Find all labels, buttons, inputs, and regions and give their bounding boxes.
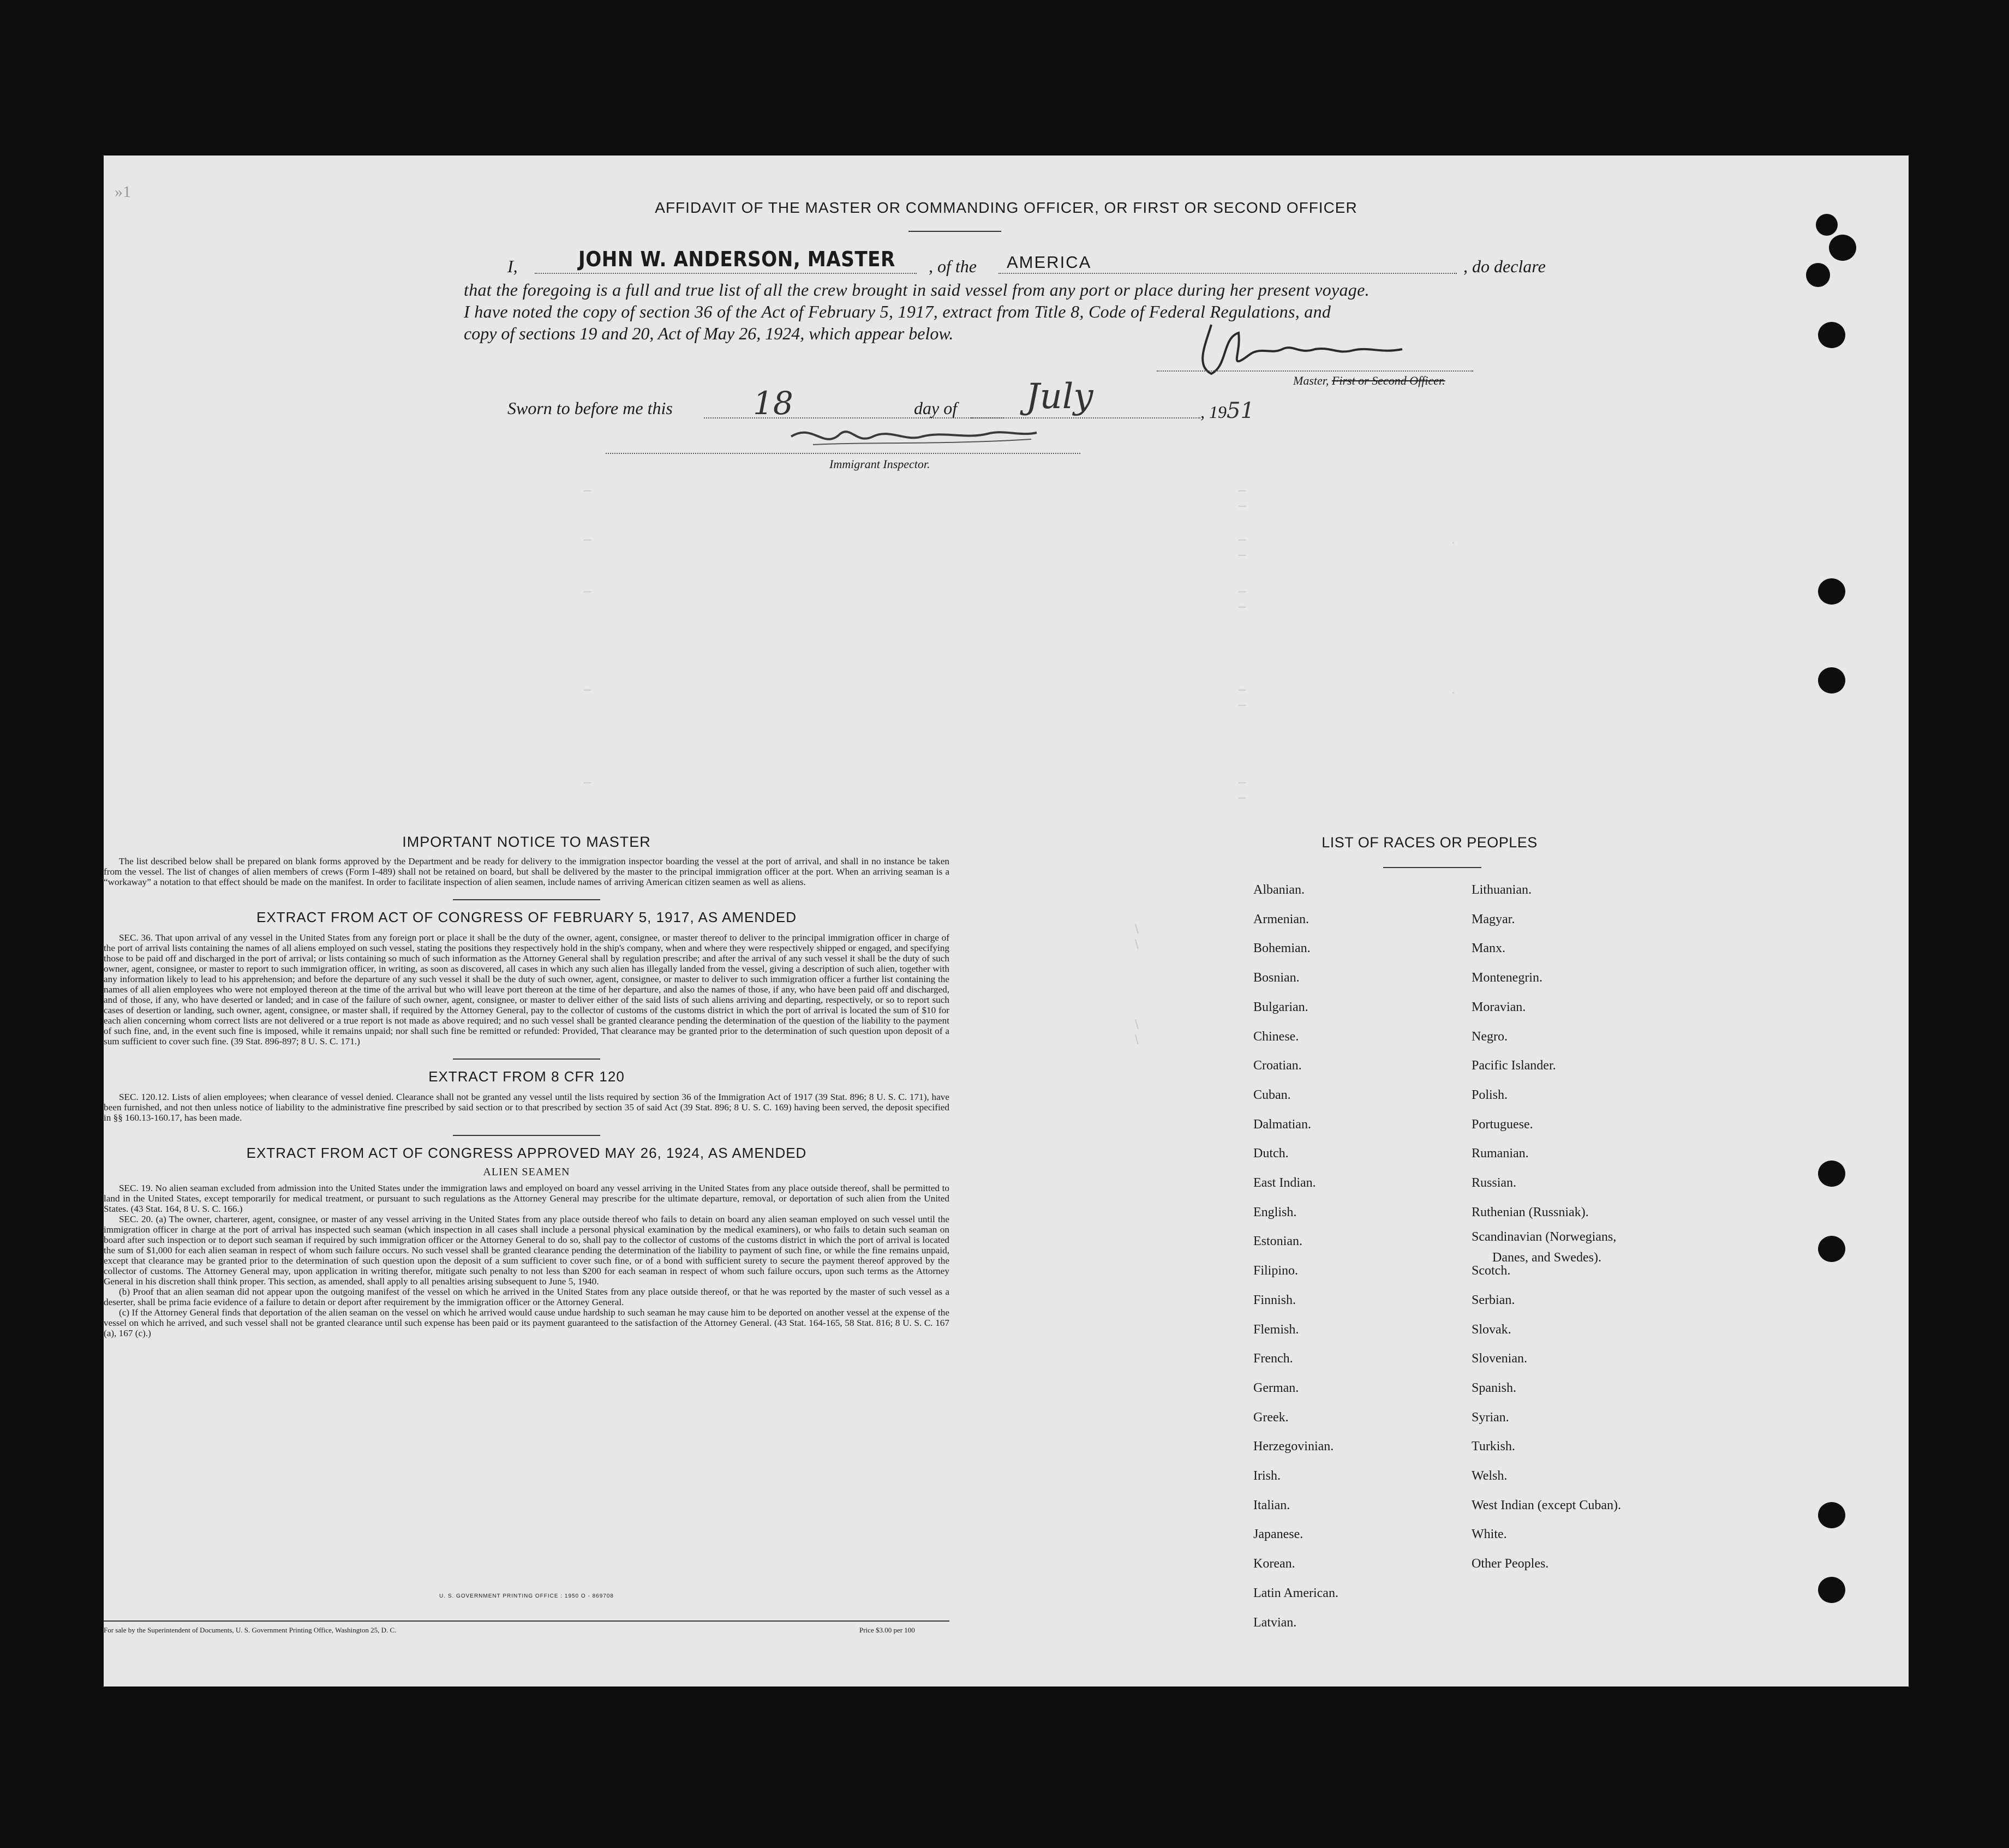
extract-1924-heading: EXTRACT FROM ACT OF CONGRESS APPROVED MAY 26, 1924, AS AMENDED <box>246 1145 807 1161</box>
extract-cfr-text: SEC. 120.12. Lists of alien employees; when clearance of vessel denied. Clearance shall not be granted any vessel until the lists required by section 36 of the Immigration Act of 1917 (39 Stat. 896; 8 U. S. C. 171), have been furnished, and not then unless notice of liability to the administrative fine prescribed by said section or to that prescribed by section 35 of said Act (39 Stat. 896; 8 U. S. C. 169) having been served, the deposit specified in §§ 160.13-160.17, has been made. <box>104 1092 949 1123</box>
race-item: German. <box>1253 1380 1299 1395</box>
declaration-line-3: I have noted the copy of section 36 of the Act of February 5, 1917, extract from Title 8, Code of Federal Regulations, and <box>464 302 1331 321</box>
race-item: Korean. <box>1253 1557 1295 1571</box>
races-rule <box>1383 867 1481 868</box>
race-item: Slovak. <box>1472 1322 1511 1337</box>
gpo-imprint: U. S. GOVERNMENT PRINTING OFFICE : 1950 O - 869708 <box>439 1593 614 1599</box>
binder-hole <box>1818 1236 1845 1262</box>
race-item: Greek. <box>1253 1410 1289 1425</box>
ghost-mark: – – <box>1239 682 1246 712</box>
extract-1924-sec20c: (c) If the Attorney General finds that deportation of the alien seaman on the vessel on which he arrived would cause undue hardship to such seaman he may cause him to be deported on another vessel at the expense of the vessel on which he arrived, and such vessel shall not be granted clearance until such expense has been paid or its payment guaranteed to the satisfaction of the Attorney General. (43 Stat. 164-165, 58 Stat. 816; 8 U. S. C. 167 (a), 167 (c).) <box>104 1307 949 1338</box>
extract-1924-sec20a: SEC. 20. (a) The owner, charterer, agent, consignee, or master of any vessel arriving in the United States from any place outside thereof who fails to detain on board any alien seaman employed on such vessel until the immigration officer in charge at the port of arrival has inspected such seaman (which inspection in all cases shall include a personal physical examination by the medical examiners), or who fails to detain such seaman on board after such inspection or to deport such seaman if required by such immigration officer or the Attorney General to do so, shall pay to the collector of customs of the customs district in which the port of arrival is located the sum of $1,000 for each alien seaman in respect of whom such failure occurs. No such vessel shall be granted clearance pending the determination of the liability to payment of such fine, or while the fine remains unpaid, except that clearance may be granted prior to the determination of such question upon the deposit of a sum sufficient to cover such fine, or of a bond with sufficient surety to secure the payment thereof approved by the collector of customs. The Attorney General may, upon application in writing therefor, mitigate such penalty to not less than $200 for each seaman in respect of whom such failure occurs, upon such terms as the Attorney General in his discretion shall think proper. This section, as amended, shall apply to all penalties arising subsequent to June 5, 1940. <box>104 1214 949 1287</box>
sworn-year-value: 51 <box>1227 398 1254 423</box>
affidavit-title: AFFIDAVIT OF THE MASTER OR COMMANDING OFFICER, OR FIRST OR SECOND OFFICER <box>655 199 1358 216</box>
race-item: Portuguese. <box>1472 1117 1533 1132</box>
race-item: White. <box>1472 1527 1507 1542</box>
footer-sale-notice: For sale by the Superintendent of Documents, U. S. Government Printing Office, Washington 25, D. C. <box>104 1626 397 1634</box>
race-item: Montenegrin. <box>1472 971 1542 985</box>
race-item: Lithuanian. <box>1472 883 1532 897</box>
ghost-mark: – – <box>1239 775 1246 805</box>
race-item: East Indian. <box>1253 1176 1316 1190</box>
race-item: Cuban. <box>1253 1087 1291 1102</box>
extract-1917-heading: EXTRACT FROM ACT OF CONGRESS OF FEBRUARY 5, 1917, AS AMENDED <box>256 909 797 925</box>
binder-hole <box>1818 1161 1845 1187</box>
binder-hole <box>1818 667 1845 693</box>
race-item: Estonian. <box>1253 1234 1302 1249</box>
race-item: Irish. <box>1253 1469 1281 1483</box>
race-item: Other Peoples. <box>1472 1557 1549 1571</box>
race-item: Latin American. <box>1253 1586 1338 1600</box>
ghost-mark: – – <box>1239 483 1246 513</box>
declaration-line-4: copy of sections 19 and 20, Act of May 26, 1924, which appear below. <box>464 324 954 343</box>
ghost-mark: . <box>1451 532 1455 547</box>
race-item: Latvian. <box>1253 1615 1297 1630</box>
extract-cfr-rule <box>453 1135 600 1136</box>
sworn-year-label <box>1200 398 1254 423</box>
race-item: Ruthenian (Russniak). <box>1472 1205 1589 1219</box>
race-item: Flemish. <box>1253 1322 1299 1337</box>
race-item: Bosnian. <box>1253 971 1300 985</box>
race-item: Bohemian. <box>1253 941 1311 956</box>
do-declare-label: , do declare <box>1463 256 1546 276</box>
ghost-mark: – – <box>1239 532 1246 562</box>
race-item: Syrian. <box>1472 1410 1509 1425</box>
race-item: Filipino. <box>1253 1264 1299 1278</box>
inspector-signature <box>780 417 1042 456</box>
race-item: Armenian. <box>1253 912 1309 926</box>
extract-1917-text: SEC. 36. That upon arrival of any vessel in the United States from any foreign port or place it shall be the duty of the owner, agent, consignee, or master thereof to deliver to the principal immigration officer in charge of the port of arrival lists containing the names of all aliens employed on such vessel, stating the positions they respectively hold in the ship's company, when and where they were respectively shipped or engaged, and specifying those to be paid off and discharged in the port of arrival; or lists containing so much of such information as the Attorney General shall by regulation prescribe; and after the arrival of any such vessel it shall be the duty of such owner, agent, consignee, or master to report to such immigration officer, in writing, as soon as discovered, all cases in which any such alien has illegally landed from the vessel, giving a description of such alien, together with any information likely to lead to his apprehension; and before the departure of any such vessel it shall be the duty of such owner, agent, consignee, or master to deliver to such immigration officer a further list containing the names of all alien employees who were not employed thereon at the time of the arrival but who will leave port thereon at the time of her departure, and also the names of those, if any, who have been paid off and discharged, and of those, if any, who have deserted or landed; and in case of the failure of such owner, agent, consignee, or master to deliver either of the said lists of such aliens arriving and departing, respectively, or so to report such cases of desertion or landing, such owner, agent, consignee, or master shall, if required by the Attorney General, pay to the collector of customs of the customs district in which the port of arrival is located the sum of $10 for each alien concerning whom correct lists are not delivered or a true report is not made as above required; and no such vessel shall be granted clearance pending the determination of the question of the liability to the payment of such fine, and, in the event such fine is imposed, while it remains unpaid; nor shall such fine be remitted or refunded: Provided, That clearance may be granted prior to the determination of such question upon deposit of a sum sufficient to cover such fine. (39 Stat. 896-897; 8 U. S. C. 171.) <box>104 932 949 1046</box>
race-item: Albanian. <box>1253 883 1305 897</box>
signature-caption <box>1293 374 1445 388</box>
master-name-field: JOHN W. ANDERSON, MASTER <box>578 247 895 271</box>
race-item: Pacific Islander. <box>1472 1058 1556 1073</box>
race-item: French. <box>1253 1351 1293 1366</box>
race-item: Manx. <box>1472 941 1505 956</box>
binder-hole <box>1816 214 1838 236</box>
sworn-day-value: 18 <box>753 385 793 422</box>
notice-rule <box>453 899 600 900</box>
title-rule <box>908 231 1001 232</box>
race-item: Magyar. <box>1472 912 1515 926</box>
affidavit-sheet <box>104 156 1909 1686</box>
day-of-label: day of <box>914 398 958 418</box>
vessel-name-field: AMERICA <box>1007 253 1092 272</box>
footer-price: Price $3.00 per 100 <box>859 1626 915 1634</box>
ghost-mark: – <box>584 584 591 599</box>
race-item: Negro. <box>1472 1029 1508 1044</box>
extract-1924-sec20b: (b) Proof that an alien seaman did not appear upon the outgoing manifest of the vessel on which he arrived in the United States from any place outside thereof, or that he was reported by the master of such vessel as a deserter, shall be prima facie evidence of a failure to detain or deport after requirement by the immigration officer or the Attorney General. <box>104 1287 949 1307</box>
extract-cfr-heading: EXTRACT FROM 8 CFR 120 <box>428 1068 625 1085</box>
race-item: Dutch. <box>1253 1146 1289 1161</box>
race-item: Scandinavian (Norwegians, <box>1472 1230 1617 1245</box>
race-item: Turkish. <box>1472 1439 1515 1454</box>
race-item: Chinese. <box>1253 1029 1299 1044</box>
race-item: Japanese. <box>1253 1527 1304 1542</box>
race-item: Slovenian. <box>1472 1351 1527 1366</box>
sworn-month-value: July <box>1026 376 1093 417</box>
race-item: Bulgarian. <box>1253 1000 1308 1014</box>
ghost-mark: – <box>584 682 591 697</box>
notice-text: The list described below shall be prepared on blank forms approved by the Department and be ready for delivery to the immigration inspector boarding the vessel at the port of arrival, and shall in no instance be taken from the vessel. The list of changes of alien members of crews (Form I-489) shall not be retained on board, but shall be delivered by the master to the principal immigration officer at the port. When an arriving seaman is a “workaway” a notation to that effect should be made on the manifest. In order to facilitate inspection of alien seamen, include names of arriving American citizen seamen as well as aliens. <box>104 856 949 887</box>
declaration-line-2: that the foregoing is a full and true list of all the crew brought in said vessel from any port or place during her present voyage. <box>464 280 1370 300</box>
ghost-mark: – – <box>1239 584 1246 614</box>
binder-hole <box>1818 322 1845 348</box>
signature-caption-prefix: Master, <box>1293 374 1332 387</box>
sworn-lead: Sworn to before me this <box>507 398 673 418</box>
binder-hole <box>1818 578 1845 605</box>
notice-heading: IMPORTANT NOTICE TO MASTER <box>402 834 651 850</box>
inspector-caption: Immigrant Inspector. <box>829 457 930 471</box>
race-item: English. <box>1253 1205 1297 1219</box>
race-item: Danes, and Swedes). <box>1492 1251 1601 1265</box>
race-item: Scotch. <box>1472 1264 1511 1278</box>
declaration-lead: I, <box>507 256 518 276</box>
ghost-mark: – <box>584 483 591 498</box>
extract-1924-subheading: ALIEN SEAMEN <box>483 1166 570 1178</box>
inspector-underline <box>606 453 1080 454</box>
extract-1924-sec19: SEC. 19. No alien seaman excluded from admission into the United States under the immigration laws and employed on board any vessel arriving in the United States from any place outside thereof, shall be permitted to land in the United States, except temporarily for medical treatment, or pursuant to such regulations as the Attorney General may prescribe for the ultimate departure, removal, or deportation of such alien from the United States. (43 Stat. 164, 8 U. S. C. 166.) <box>104 1183 949 1214</box>
race-item: Welsh. <box>1472 1469 1508 1483</box>
binder-hole <box>1818 1577 1845 1603</box>
race-item: West Indian (except Cuban). <box>1472 1498 1621 1512</box>
sworn-year-prefix: , 19 <box>1200 402 1227 422</box>
binder-hole <box>1829 235 1856 261</box>
footer-rule <box>104 1620 949 1622</box>
race-item: Spanish. <box>1472 1380 1517 1395</box>
signature-underline <box>1157 370 1473 372</box>
ghost-mark: \ \ <box>1135 922 1139 952</box>
signature-caption-struck: First or Second Officer. <box>1331 374 1445 387</box>
race-item: Herzegovinian. <box>1253 1439 1334 1454</box>
name-underline <box>535 273 917 274</box>
race-item: Rumanian. <box>1472 1146 1529 1161</box>
race-item: Polish. <box>1472 1087 1508 1102</box>
vessel-underline <box>998 273 1457 274</box>
race-item: Dalmatian. <box>1253 1117 1311 1132</box>
binder-hole <box>1806 263 1830 287</box>
binder-hole <box>1818 1502 1845 1528</box>
ghost-mark: – <box>584 775 591 790</box>
race-item: Croatian. <box>1253 1058 1302 1073</box>
extract-1917-rule <box>453 1058 600 1060</box>
races-heading: LIST OF RACES OR PEOPLES <box>1322 834 1538 851</box>
of-the-label: , of the <box>929 256 977 276</box>
race-item: Moravian. <box>1472 1000 1526 1014</box>
ghost-mark: . <box>1451 682 1455 697</box>
race-item: Italian. <box>1253 1498 1290 1512</box>
ghost-mark: – <box>584 532 591 547</box>
notice-column <box>104 834 949 1338</box>
race-item: Finnish. <box>1253 1293 1296 1307</box>
ghost-mark: \ \ <box>1135 1018 1139 1048</box>
race-item: Russian. <box>1472 1176 1517 1190</box>
race-item: Serbian. <box>1472 1293 1515 1307</box>
corner-mark: »1 <box>115 183 131 201</box>
